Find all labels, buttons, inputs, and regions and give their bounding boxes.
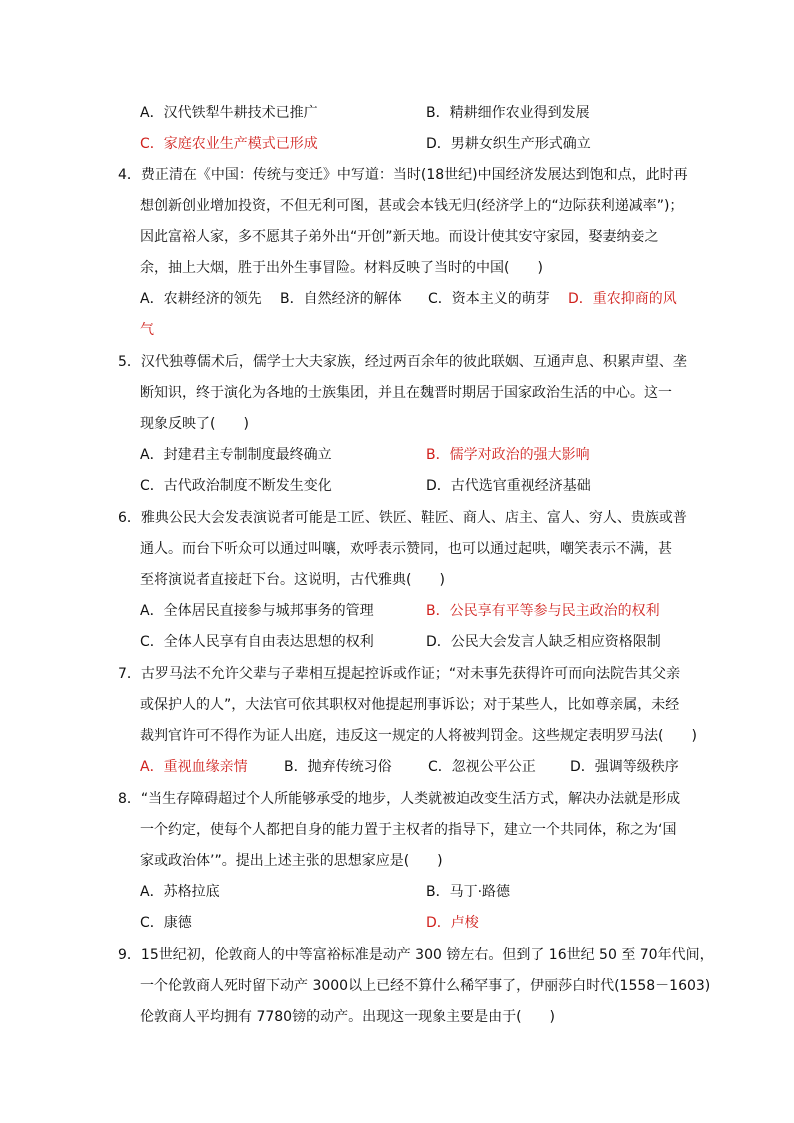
q9-stem-line-1: 9．15世纪初，伦敦商人的中等富裕标准是动产 300 镑左右。但到了 16世纪 50 至 70年代间，	[118, 947, 714, 963]
q6-option-d: D．公民大会发言人缺乏相应资格限制	[426, 634, 661, 650]
q7-option-b: B．抛弃传统习俗	[284, 759, 392, 775]
q4-option-c: C．资本主义的萌芽	[428, 291, 550, 307]
q5-option-c: C．古代政治制度不断发生变化	[140, 478, 332, 494]
q8-option-b: B．马丁·路德	[426, 884, 511, 900]
q5-option-b-answer: B．儒学对政治的强大影响	[426, 447, 590, 463]
q4-stem-line-4: 余，抽上大烟，胜于出外生事冒险。材料反映了当时的中国( )	[140, 260, 543, 276]
q7-option-d: D．强调等级秩序	[570, 759, 679, 775]
q6-option-c: C．全体人民享有自由表达思想的权利	[140, 634, 374, 650]
q4-stem-line-2: 想创新创业增加投资，不但无利可图，甚或会本钱无归(经济学上的“边际获利递减率”)；	[140, 198, 684, 214]
q5-stem-line-1: 5．汉代独尊儒术后，儒学士大夫家族，经过两百余年的彼此联姻、互通声息、积累声望、垄	[118, 354, 687, 370]
q6-option-a: A．全体居民直接参与城邦事务的管理	[140, 603, 374, 619]
q6-option-b-answer: B．公民享有平等参与民主政治的权利	[426, 603, 660, 619]
q3-option-a: A．汉代铁犁牛耕技术已推广	[140, 105, 318, 121]
q7-stem-line-3: 裁判官许可不得作为证人出庭，违反这一规定的人将被判罚金。这些规定表明罗马法( )	[140, 728, 697, 744]
q6-stem-line-1: 6．雅典公民大会发表演说者可能是工匠、铁匠、鞋匠、商人、店主、富人、穷人、贵族或普	[118, 510, 687, 526]
q8-stem-line-1: 8．“当生存障碍超过个人所能够承受的地步，人类就被迫改变生活方式，解决办法就是形成	[118, 791, 681, 807]
q6-stem-line-2: 通人。而台下听众可以通过叫嚷，欢呼表示赞同，也可以通过起哄，嘲笑表示不满，甚	[140, 541, 672, 557]
q8-stem-line-3: 家或政治体’”。提出上述主张的思想家应是( )	[140, 853, 443, 869]
q4-option-d-answer-cont: 气	[140, 322, 154, 338]
q4-stem-line-1: 4．费正清在《中国：传统与变迁》中写道：当时(18世纪)中国经济发展达到饱和点，此时再	[118, 167, 688, 183]
q7-stem-line-1: 7．古罗马法不允许父辈与子辈相互提起控诉或作证；“对未事先获得许可而向法院告其父亲	[118, 666, 681, 682]
q3-option-c-answer: C．家庭农业生产模式已形成	[140, 136, 318, 152]
q9-stem-line-3: 伦敦商人平均拥有 7780镑的动产。出现这一现象主要是由于( )	[140, 1009, 556, 1025]
q7-option-c: C．忽视公平公正	[428, 759, 536, 775]
q9-stem-line-2: 一个伦敦商人死时留下动产 3000以上已经不算什么稀罕事了，伊丽莎白时代(1558－1603)	[140, 978, 711, 994]
q8-option-a: A．苏格拉底	[140, 884, 220, 900]
q3-option-b: B．精耕细作农业得到发展	[426, 105, 590, 121]
q4-option-d-answer: D．重农抑商的风	[568, 291, 677, 307]
q6-stem-line-3: 至将演说者直接赶下台。这说明，古代雅典( )	[140, 572, 445, 588]
q8-stem-line-2: 一个约定，使每个人都把自身的能力置于主权者的指导下，建立一个共同体，称之为‘国	[140, 822, 677, 838]
q5-option-d: D．古代选官重视经济基础	[426, 478, 591, 494]
q5-option-a: A．封建君主专制制度最终确立	[140, 447, 332, 463]
q4-option-b: B．自然经济的解体	[280, 291, 402, 307]
q4-stem-line-3: 因此富裕人家，多不愿其子弟外出“开创”新天地。而设计使其安守家园，娶妻纳妾之	[140, 229, 659, 245]
q7-option-a-answer: A．重视血缘亲情	[140, 759, 248, 775]
q5-stem-line-3: 现象反映了( )	[140, 416, 249, 432]
q3-option-d: D．男耕女织生产形式确立	[426, 136, 591, 152]
q5-stem-line-2: 断知识，终于演化为各地的士族集团，并且在魏晋时期居于国家政治生活的中心。这一	[140, 385, 672, 401]
q8-option-c: C．康德	[140, 915, 192, 931]
q8-option-d-answer: D．卢梭	[426, 915, 479, 931]
q7-stem-line-2: 或保护人的人”，大法官可依其职权对他提起刑事诉讼；对于某些人，比如尊亲属，未经	[140, 697, 680, 713]
q4-option-a: A．农耕经济的领先	[140, 291, 262, 307]
